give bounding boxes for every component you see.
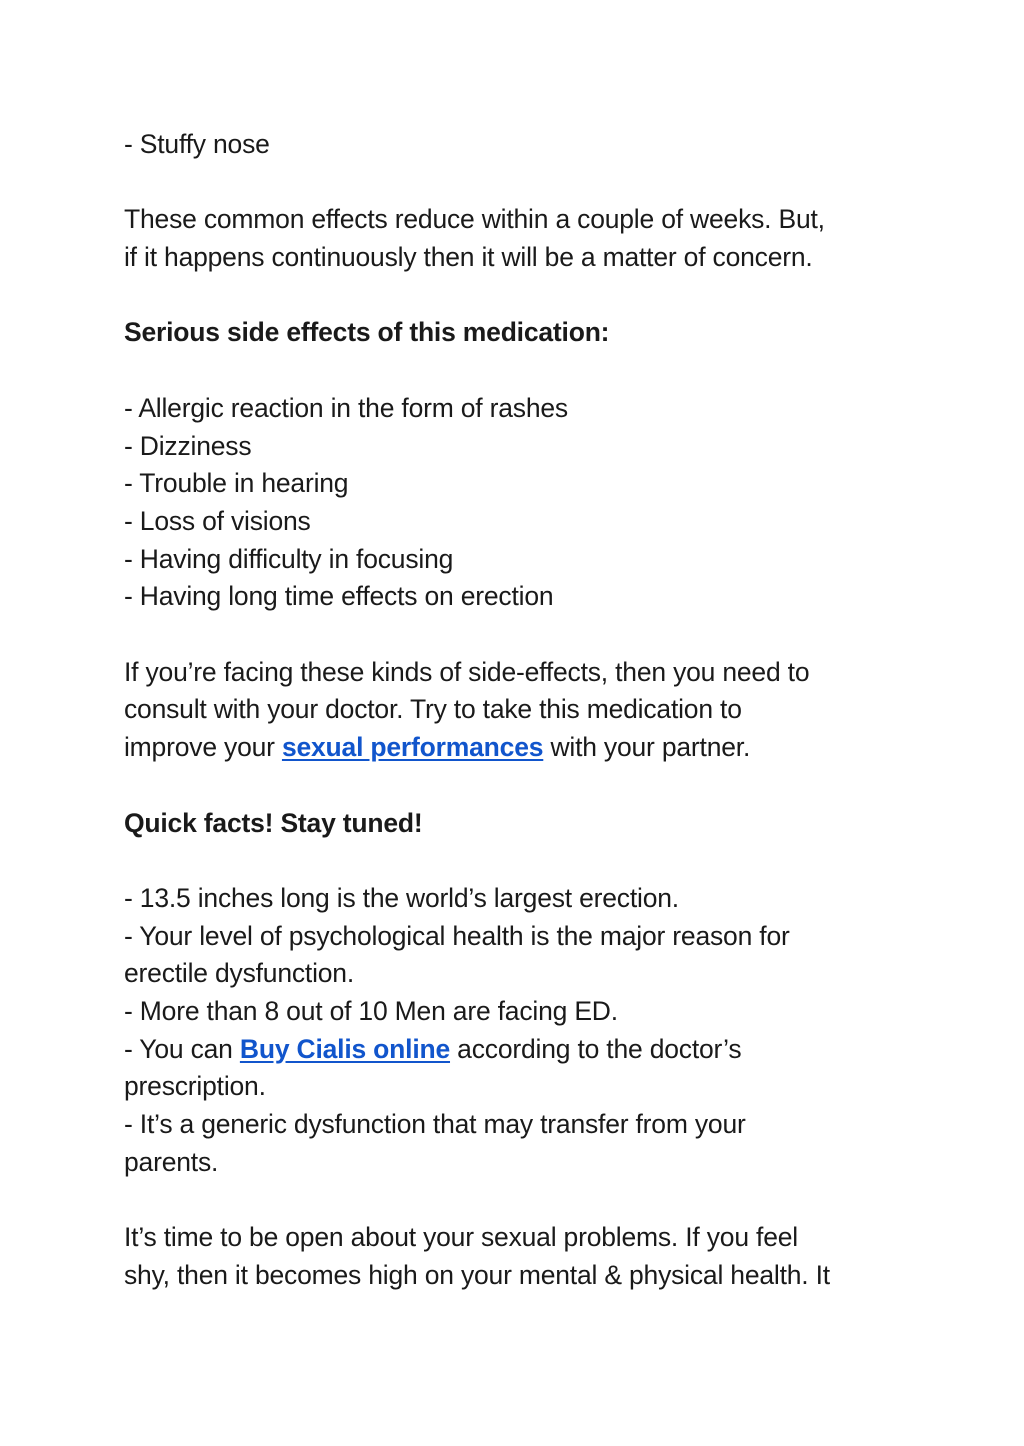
paragraph-gap [124, 164, 914, 202]
paragraph-gap [124, 616, 914, 654]
paragraph-line: If you’re facing these kinds of side-effects, then you need to [124, 656, 810, 687]
list-item: - Dizziness [124, 430, 252, 461]
list-item [124, 1031, 914, 1069]
list-item: - Allergic reaction in the form of rashes [124, 392, 568, 423]
paragraph-gap [124, 277, 914, 315]
text-run: improve your [124, 732, 282, 763]
paragraph-line: if it happens continuously then it will be a matter of concern. [124, 242, 813, 273]
paragraph-line: consult with your doctor. Try to take this medication to [124, 694, 742, 725]
text-run: - You can [124, 1033, 240, 1064]
list-item: - Loss of visions [124, 505, 311, 536]
list-item: - More than 8 out of 10 Men are facing ED. [124, 996, 618, 1027]
list-item: - Stuffy nose [124, 129, 270, 159]
quick-facts-list [124, 880, 914, 1182]
list-item: - 13.5 inches long is the world’s largest erection. [124, 882, 679, 913]
paragraph-line [124, 729, 914, 767]
paragraph-line: It’s time to be open about your sexual problems. If you feel [124, 1222, 798, 1253]
paragraph-line: These common effects reduce within a couple of weeks. But, [124, 204, 825, 235]
sexual-performances-link[interactable]: sexual performances [281, 732, 544, 763]
list-item: - It’s a generic dysfunction that may transfer from your [124, 1109, 746, 1140]
paragraph-gap [124, 352, 914, 390]
serious-side-effects-list [124, 390, 914, 616]
paragraph-gap [124, 1182, 914, 1220]
section-heading-serious: Serious side effects of this medication: [124, 317, 610, 348]
text-run: with your partner. [543, 732, 751, 763]
list-item-continuation: erectile dysfunction. [124, 958, 355, 989]
paragraph-line: shy, then it becomes high on your mental & physical health. It [124, 1259, 830, 1290]
document-page [124, 126, 914, 1295]
paragraph-gap [124, 767, 914, 805]
list-item: - Having difficulty in focusing [124, 543, 454, 574]
list-item: - Having long time effects on erection [124, 581, 554, 612]
list-item-continuation: prescription. [124, 1071, 266, 1102]
list-item-continuation: parents. [124, 1146, 219, 1177]
list-item: - Trouble in hearing [124, 468, 349, 499]
list-item: - Your level of psychological health is the major reason for [124, 920, 790, 951]
buy-cialis-online-link[interactable]: Buy Cialis online [239, 1033, 451, 1064]
section-heading-facts: Quick facts! Stay tuned! [124, 807, 423, 838]
paragraph-gap [124, 842, 914, 880]
text-run: according to the doctor’s [450, 1033, 742, 1064]
